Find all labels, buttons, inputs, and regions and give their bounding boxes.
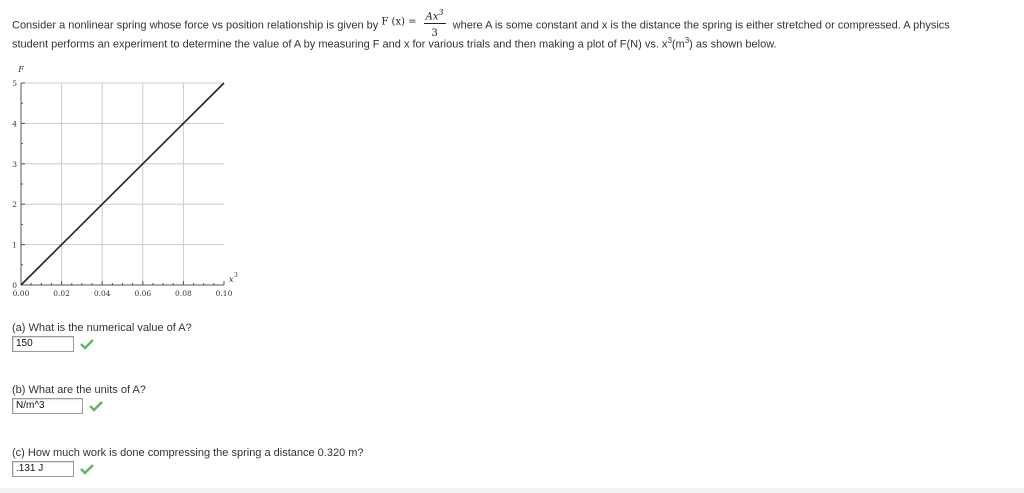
unit-open: (m (671, 38, 685, 51)
formula-fraction (424, 7, 446, 40)
intro-text-4: ) as shown below. (689, 38, 777, 51)
x-tick-label: 0.02 (53, 289, 70, 298)
x-exponent: 3 (667, 36, 672, 45)
problem-line-1 (12, 8, 1002, 40)
formula-lhs: F (x) = (381, 16, 417, 28)
problem-line-2 (12, 31, 1002, 55)
force-vs-x-cubed-chart (0, 58, 250, 308)
x-axis-label-exponent: 3 (234, 272, 238, 279)
question-c-answer-row (12, 461, 94, 477)
y-tick-label: 5 (12, 79, 17, 88)
x-tick-label: 0.08 (175, 289, 192, 298)
intro-text-1: Consider a nonlinear spring whose force vs position relationship is given by (12, 19, 379, 32)
y-tick-label: 3 (12, 159, 17, 169)
x-tick-label: 0.10 (215, 289, 233, 298)
problem-statement (12, 8, 1002, 55)
question-a-answer-row (12, 336, 94, 352)
question-b-answer-row (12, 398, 103, 414)
x-tick-label: 0.06 (134, 289, 152, 298)
y-axis-label: F (18, 65, 24, 74)
check-icon (80, 463, 94, 475)
unit-exponent: 3 (684, 36, 690, 45)
x-tick-label: 0.04 (93, 289, 111, 298)
answer-c-input[interactable]: .131 J (12, 461, 74, 477)
y-tick-label: 4 (12, 119, 17, 129)
intro-text-2: where A is some constant and x is the distance the spring is either stretched or compressed. A physics (452, 19, 950, 32)
check-icon (89, 400, 103, 412)
x-tick-label: 0.00 (12, 289, 30, 298)
force-formula (381, 8, 449, 40)
question-c-label: (c) How much work is done compressing the spring a distance 0.320 m? (12, 447, 364, 459)
question-a-label: (a) What is the numerical value of A? (12, 322, 192, 334)
formula-numerator (424, 7, 446, 24)
answer-a-input[interactable]: 150 (12, 336, 74, 352)
numerator-text: Ax (425, 11, 439, 23)
formula-denominator: 3 (431, 28, 438, 40)
y-tick-label: 0 (12, 281, 17, 290)
check-icon (80, 338, 94, 350)
question-b-label: (b) What are the units of A? (12, 384, 146, 396)
page-bottom-shade (0, 488, 1024, 493)
answer-b-input[interactable]: N/m^3 (12, 398, 83, 414)
x-axis-label: x (229, 275, 234, 284)
numerator-exponent: 3 (438, 8, 444, 17)
data-line (21, 83, 224, 285)
y-tick-label: 1 (12, 240, 17, 250)
y-tick-label: 2 (12, 200, 17, 210)
intro-text-3: student performs an experiment to determine the value of A by measuring F and x for various trials and then making a plot of F(N) vs. x (12, 38, 668, 51)
